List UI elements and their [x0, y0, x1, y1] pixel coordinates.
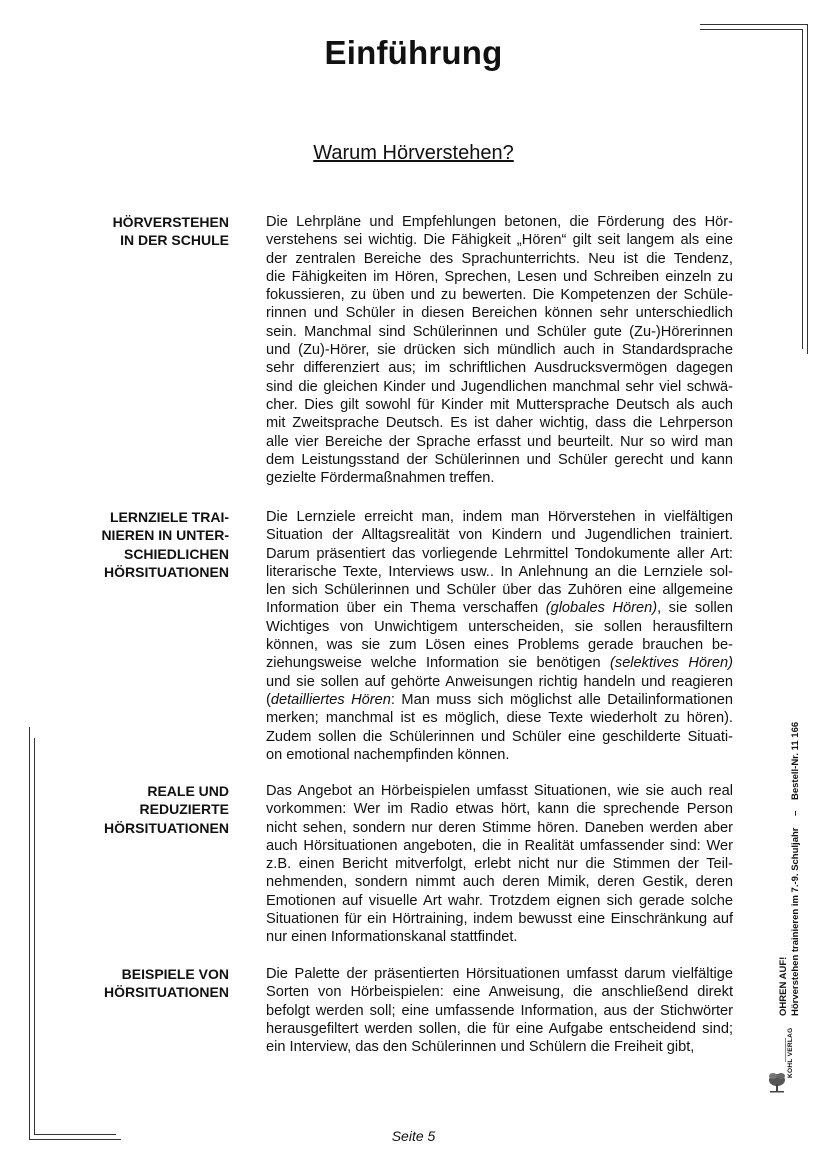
text-line: [266, 910, 733, 928]
text-line: [266, 892, 733, 910]
text-line: [266, 213, 733, 231]
text-segment: Zudem sollen die Schülerinnen und Schüler eine geschilderte Situati-: [266, 728, 733, 745]
text-segment: : Man muss sich möglichst alle Detailinformationen: [390, 691, 733, 708]
text-segment: Sorten von Hörbeispielen: eine Anweisung, die anschließend direkt: [266, 984, 733, 1001]
frame-line-top-right-h2: [700, 29, 803, 30]
text-segment: on emotional nachempfinden können.: [266, 746, 510, 763]
text-segment: alle vier Bereiche der Sprache erfasst und beurteilt. Nur so wird man: [266, 433, 733, 450]
text-segment: Die Palette der präsentierten Hörsituationen umfasst darum vielfältige: [266, 966, 733, 982]
sidebar-order-number: Bestell-Nr. 11 166: [790, 721, 801, 800]
text-segment: nicht sehen, sondern nur deren Stimme hören. Daneben werden aber: [266, 819, 733, 836]
section-heading-line: REDUZIERTE: [139, 801, 229, 818]
text-line: [266, 341, 733, 359]
text-line: [266, 396, 733, 414]
text-segment: die Fähigkeiten im Hören, Sprechen, Lesen und Schreiben einzeln zu: [266, 268, 733, 285]
text-line: [266, 654, 733, 672]
text-segment: rinnen und Schüler in diesen Bereichen können sehr unterschiedlich: [266, 305, 733, 322]
section-heading-hoerverstehen-schule: [60, 213, 229, 250]
text-segment: fokussieren, zu üben und zu bewerten. Die Kompetenzen der Schüle-: [266, 287, 733, 304]
text-segment: und (Zu)-Hörer, sie drücken sich mündlich auch in Standardsprache: [266, 342, 733, 359]
text-segment: Die Lernziele erreicht man, indem man Hörverstehen in vielfältigen: [266, 509, 733, 525]
text-line: [266, 746, 733, 764]
text-line: [266, 268, 733, 286]
text-segment: Emotionen auf visuelle Art wahr. Trotzdem eignen sich gerade solche: [266, 892, 733, 909]
text-segment: Information über ein Thema verschaffen: [266, 600, 546, 617]
text-segment: verstehens sei wichtig. Die Fähigkeit „Hören“ gilt seit langem als eine: [266, 232, 733, 249]
page-number: Seite 5: [391, 1128, 436, 1144]
text-line: [266, 433, 733, 451]
text-segment: sind die gleichen Kinder und Jugendlichen manchmal sehr viel schwä-: [266, 378, 733, 395]
text-line: [266, 1002, 733, 1020]
italic-text-segment: detailliertes Hören: [270, 691, 391, 708]
sidebar-book-subtitle: Hörverstehen trainieren im 7.-9. Schuljahr: [790, 827, 801, 1016]
text-segment: nur einen Informationskanal stattfindet.: [266, 929, 518, 946]
section-heading-line: NIEREN IN UNTER-: [101, 527, 229, 544]
text-segment: der zentralen Bereiche des Sprachunterrichts. Neu ist die Tendenz,: [266, 250, 733, 267]
section-heading-line: SCHIEDLICHEN: [123, 545, 229, 562]
text-segment: sein. Manchmal sind Schülerinnen und Schüler gute (Zu-)Hörerinnen: [266, 323, 733, 340]
section-heading-line: HÖRSITUATIONEN: [104, 819, 229, 836]
frame-line-bottom-left-v1: [29, 727, 30, 1139]
text-line: [266, 782, 733, 800]
text-line: [266, 378, 733, 396]
frame-line-bottom-left-v2: [34, 738, 35, 1134]
text-line: [266, 728, 733, 746]
text-segment: Darum präsentiert das vorliegende Lehrmittel Tondokumente aller Art:: [266, 545, 733, 562]
text-segment: , sie sollen: [657, 600, 734, 617]
section-heading-line: BEISPIELE VON: [121, 966, 229, 982]
text-segment: literarische Texte, Interviews usw.. In Anlehnung an die Lernziele sol-: [266, 563, 733, 580]
section-body-lernziele: [266, 508, 733, 764]
text-line: [266, 359, 733, 377]
section-heading-line: REALE UND: [147, 783, 229, 799]
text-line: [266, 599, 733, 617]
text-segment: dem Leistungsstand der Schülerinnen und Schüler gerecht und kann: [266, 451, 733, 468]
text-line: [266, 673, 733, 691]
publisher-logo: [766, 1027, 800, 1096]
page-title: Einführung: [324, 34, 503, 71]
text-line: [266, 304, 733, 322]
text-line: [266, 928, 733, 946]
text-line: [266, 414, 733, 432]
text-line: [266, 286, 733, 304]
text-segment: len sich Schülerinnen und Schüler über das Zuhören eine allgemeine: [266, 582, 733, 599]
text-segment: Situationen für ein Hörtraining, indem bewusst eine Einschränkung auf: [266, 911, 733, 928]
section-heading-line: HÖRVERSTEHEN: [112, 214, 229, 230]
section-heading-beispiele: [60, 965, 229, 1002]
page-subtitle: Warum Hörverstehen?: [313, 142, 514, 164]
text-segment: Das Angebot an Hörbeispielen umfasst Situationen, wie sie auch real: [266, 783, 733, 799]
text-line: [266, 526, 733, 544]
section-body-reale-reduzierte: [266, 782, 733, 947]
text-line: [266, 855, 733, 873]
tree-logo-icon: [766, 1036, 800, 1096]
text-line: [266, 231, 733, 249]
text-segment: cher. Dies gilt sowohl für Kinder mit Muttersprache Deutsch als auch: [266, 396, 733, 413]
frame-line-top-right-h1: [700, 24, 808, 25]
text-segment: befolgt werden soll; eine umfassende Information, aus der Stichwörter: [266, 1002, 733, 1019]
text-line: [266, 508, 733, 526]
text-segment: ziehungsweise welche Information sie benötigen: [266, 655, 611, 672]
text-segment: Situation der Alltagsrealität von Kindern und Jugendlichen trainiert.: [266, 527, 733, 544]
section-body-hoerverstehen-schule: [266, 213, 733, 487]
section-heading-lernziele: [60, 508, 229, 581]
text-line: [266, 563, 733, 581]
text-line: [266, 691, 733, 709]
text-segment: und sie sollen auf gehörte Anweisungen richtig handeln und reagieren: [266, 673, 733, 690]
text-segment: (: [266, 691, 271, 708]
text-line: [266, 837, 733, 855]
section-heading-line: LERNZIELE TRAI-: [110, 509, 229, 525]
text-line: [266, 250, 733, 268]
text-line: [266, 323, 733, 341]
section-heading-reale-reduzierte: [60, 782, 229, 837]
text-line: [266, 1020, 733, 1038]
section-heading-line: HÖRSITUATIONEN: [104, 563, 229, 580]
text-segment: gezielte Fördermaßnahmen treffen.: [266, 470, 495, 487]
text-segment: Wichtiges von Unwichtigem unterscheiden, sie sollen herausfiltern: [266, 618, 733, 635]
text-line: [266, 873, 733, 891]
sidebar-book-title: OHREN AUF!: [778, 956, 789, 1016]
text-segment: z.B. einen Bericht mitverfolgt, erlebt nicht nur die Stimmen der Teil-: [266, 856, 733, 873]
section-heading-line: IN DER SCHULE: [120, 232, 229, 249]
text-line: [266, 709, 733, 727]
text-segment: auch Hörsituationen angeboten, die in Realität umfassender sind: Wer: [266, 837, 733, 854]
frame-line-top-right-v2: [802, 29, 803, 349]
sidebar-separator: –: [790, 810, 801, 816]
text-segment: mit Zweitsprache Deutsch. Es ist daher wichtig, dass die Lehrperson: [266, 415, 733, 432]
text-line: [266, 800, 733, 818]
text-segment: herausgefiltert werden sollen, die für eine Aufgabe entscheidend sind;: [266, 1020, 733, 1037]
text-segment: sehr differenziert aus; im schriftlichen Ausdrucksvermögen dagegen: [266, 360, 733, 377]
text-line: [266, 618, 733, 636]
italic-text-segment: (selektives Hören): [610, 655, 733, 672]
publisher-wordmark: KOHL VERLAG: [787, 1027, 794, 1078]
text-segment: vorkommen: Wer im Radio etwas hört, kann die sprechende Person: [266, 801, 733, 818]
text-segment: Die Lehrpläne und Empfehlungen betonen, die Förderung des Hör-: [266, 214, 733, 230]
text-line: [266, 1038, 733, 1056]
frame-line-top-right-v1: [807, 24, 808, 354]
text-segment: merken; manchmal ist es möglich, diese Texte wiederholt zu hören).: [266, 710, 733, 727]
text-line: [266, 983, 733, 1001]
text-line: [266, 965, 733, 983]
text-line: [266, 819, 733, 837]
text-line: [266, 451, 733, 469]
text-segment: nehmenden, sondern nimmt auch deren Mimik, deren Gestik, deren: [266, 874, 733, 891]
text-line: [266, 545, 733, 563]
text-line: [266, 581, 733, 599]
section-heading-line: HÖRSITUATIONEN: [104, 984, 229, 1001]
text-line: [266, 469, 733, 487]
text-segment: ein Interview, das den Schülerinnen und Schülern die Freiheit gibt,: [266, 1039, 695, 1056]
section-body-beispiele: [266, 965, 733, 1056]
text-line: [266, 636, 733, 654]
text-segment: können, was sie zum Lösen eines Problems gerade brauchen be-: [266, 637, 733, 654]
italic-text-segment: (globales Hören): [545, 600, 658, 617]
